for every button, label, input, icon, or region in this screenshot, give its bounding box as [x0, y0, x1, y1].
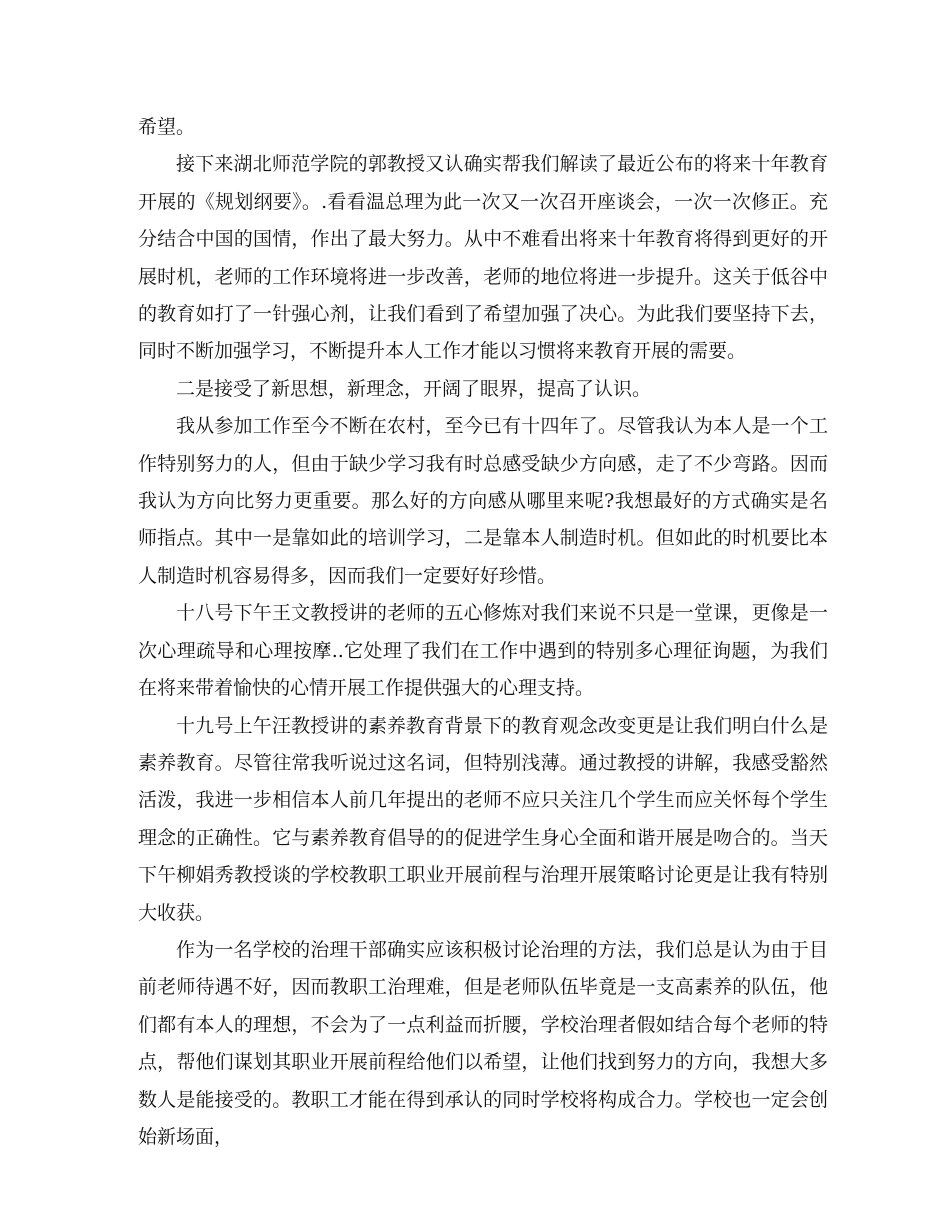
paragraph-7: 作为一名学校的治理干部确实应该积极讨论治理的方法，我们总是认为由于目前老师待遇不好，因而教职工治理难，但是老师队伍毕竟是一支高素养的队伍，他们都有本人的理想，不会为了一点利益而折腰，学校治理者假如结合每个老师的特点，帮他们谋划其职业开展前程给他们以希望，让他们找到努力的方向，我想大多数人是能接受的。教职工才能在得到承认的同时学校将构成合力。学校也一定会创始新场面， [138, 938, 828, 1148]
paragraph-5: 十八号下午王文教授讲的老师的五心修炼对我们来说不只是一堂课，更像是一次心理疏导和心理按摩..它处理了我们在工作中遇到的特别多心理征询题，为我们在将来带着愉快的心情开展工作提供强大的心理支持。 [138, 602, 828, 700]
paragraph-6: 十九号上午汪教授讲的素养教育背景下的教育观念改变更是让我们明白什么是素养教育。尽管往常我听说过这名词，但特别浅薄。通过教授的讲解，我感受豁然活泼，我进一步相信本人前几年提出的老师不应只关注几个学生而应关怀每个学生理念的正确性。它与素养教育倡导的的促进学生身心全面和谐开展是吻合的。当天下午柳娟秀教授谈的学校教职工职业开展前程与治理开展策略讨论更是让我有特别大收获。 [138, 714, 828, 924]
paragraph-4: 我从参加工作至今不断在农村，至今已有十四年了。尽管我认为本人是一个工作特别努力的人，但由于缺少学习我有时总感受缺少方向感，走了不少弯路。因而我认为方向比努力更重要。那么好的方向感从哪里来呢?我想最好的方式确实是名师指点。其中一是靠如此的培训学习，二是靠本人制造时机。但如此的时机要比本人制造时机容易得多，因而我们一定要好好珍惜。 [138, 415, 828, 587]
paragraph-2: 接下来湖北师范学院的郭教授又认确实帮我们解读了最近公布的将来十年教育开展的《规划纲要》。.看看温总理为此一次又一次召开座谈会，一次一次修正。充分结合中国的国情，作出了最大努力。从中不难看出将来十年教育将得到更好的开展时机，老师的工作环境将进一步改善，老师的地位将进一步提升。这关于低谷中的教育如打了一针强心剂，让我们看到了希望加强了决心。为此我们要坚持下去，同时不断加强学习，不断提升本人工作才能以习惯将来教育开展的需要。 [138, 153, 828, 363]
paragraph-3: 二是接受了新思想，新理念，开阔了眼界，提高了认识。 [176, 377, 652, 400]
paragraph-1: 希望。 [138, 116, 196, 138]
document-body [138, 109, 828, 1156]
